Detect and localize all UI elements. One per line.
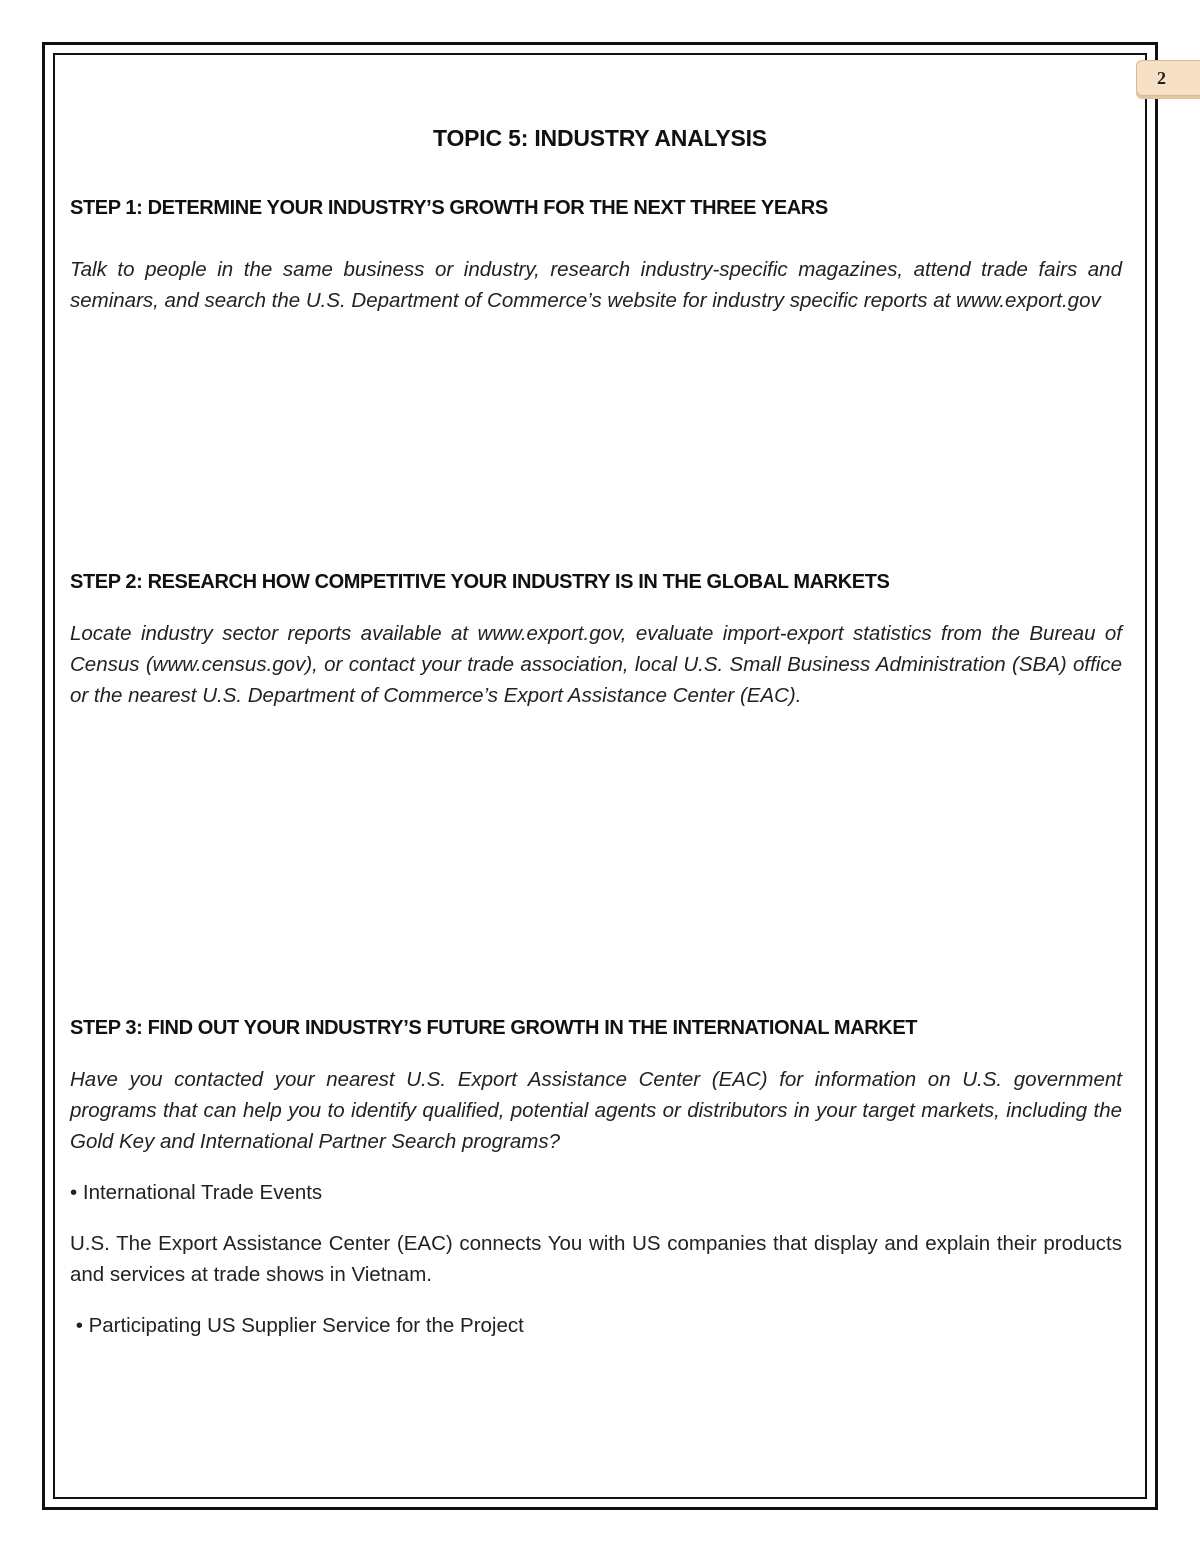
bullet-supplier-service: • Participating US Supplier Service for the Project <box>70 1314 524 1337</box>
page-number-tab <box>1136 60 1200 96</box>
step2-heading: STEP 2: RESEARCH HOW COMPETITIVE YOUR INDUSTRY IS IN THE GLOBAL MARKETS <box>70 571 890 593</box>
page-title: TOPIC 5: INDUSTRY ANALYSIS <box>433 125 767 151</box>
step1-body: Talk to people in the same business or industry, research industry-specific magazines, attend trade fairs and seminars, and search the U.S. Department of Commerce’s website for industry specific reports at www.export.gov <box>70 258 1122 312</box>
eac-paragraph: U.S. The Export Assistance Center (EAC) connects You with US companies that display and explain their products and services at trade shows in Vietnam. <box>70 1232 1122 1286</box>
bullet-international-trade-events: • International Trade Events <box>70 1181 323 1204</box>
step1-heading: STEP 1: DETERMINE YOUR INDUSTRY’S GROWTH FOR THE NEXT THREE YEARS <box>70 197 828 219</box>
step3-body: Have you contacted your nearest U.S. Export Assistance Center (EAC) for information on U.S. government programs that can help you to identify qualified, potential agents or distributors in your target markets, including the Gold Key and International Partner Search programs? <box>70 1068 1122 1153</box>
step3-heading: STEP 3: FIND OUT YOUR INDUSTRY’S FUTURE GROWTH IN THE INTERNATIONAL MARKET <box>70 1017 918 1039</box>
page-number: 2 <box>1157 68 1166 88</box>
step2-body: Locate industry sector reports available at www.export.gov, evaluate import-export statistics from the Bureau of Census (www.census.gov), or contact your trade association, local U.S. Small Business Administration (SBA) office or the nearest U.S. Department of Commerce’s Export Assistance Center (EAC). <box>70 622 1122 707</box>
